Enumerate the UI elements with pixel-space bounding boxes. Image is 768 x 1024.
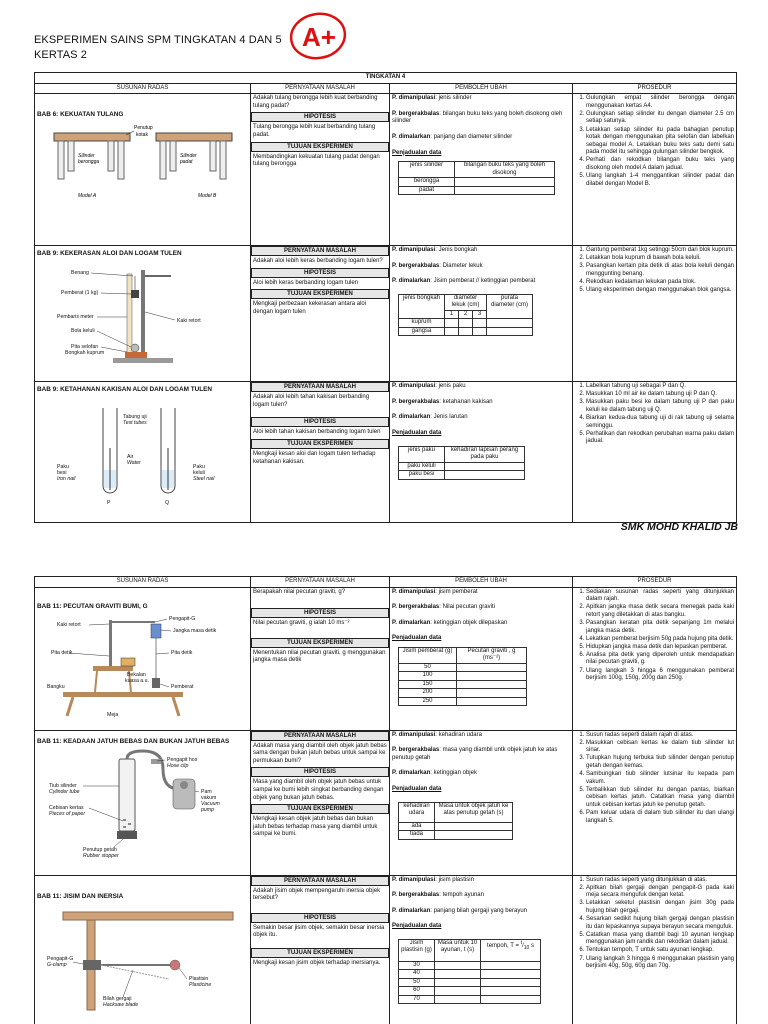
data-table-label: Penjadualan data [392, 785, 442, 792]
aim-text: Mengkaji kesan jisim objek terhadap inersianya. [253, 959, 381, 966]
problem-statement: Adakah aloi lebih tahan kakisan berbanding logam tulen? [253, 394, 370, 408]
experiment-title: BAB 11: JISIM DAN INERSIA [37, 892, 124, 900]
manipulated-var: : jenis paku [435, 383, 466, 390]
svg-text:Paku: Paku [56, 463, 69, 470]
svg-text:Tiub silinder: Tiub silinder [48, 783, 77, 790]
svg-text:Rubber stopper: Rubber stopper [82, 853, 119, 860]
svg-text:Air: Air [126, 453, 133, 460]
svg-text:Pita detik: Pita detik [170, 650, 192, 657]
constant-var: : panjang dan diameter silinder [430, 133, 513, 140]
svg-text:Bongkah kuprum: Bongkah kuprum [64, 349, 104, 356]
svg-text:Model A: Model A [77, 192, 96, 199]
procedure-list: 1. Susun radas seperti yang ditunjukkan di atas. 2. Apitkan bilah gergaji dengan pengapit-G pada kaki meja secara mengufuk dengan ketat. 3. Letakkan seketul plastisin dengan jisim 30g pada hujung bilah gergaji. 4. Sesarkan sedikit hujung bilah gergaji dengan plastisin itu dan lepaskannya supaya berayun secara mengufuk. 5. Catatkan masa yang diambil bagi 10 ayunan lengkap menggunakan jam randik dan rekodkan dalam jadual. 6. Tentukan tempoh, T untuk satu ayunan lengkap. 7. Ulang langkah 3 hingga 6 menggunakan plastisin yang berjisim 40g, 50g, 60g dan 70g. [575, 877, 734, 971]
data-table: Jisim plastisin (g) Masa untuk 10 ayunan, t (s) tempoh, $T = ^t/_{10}$ s 30 40 50 60 70 [398, 939, 541, 1005]
svg-text:Silinder: Silinder [77, 152, 95, 159]
responding-var: : masa yang diambil untk objek jatuh ke atas penutup getah [392, 747, 558, 761]
svg-text:Bekalan: Bekalan [126, 672, 146, 679]
manipulated-var: : jisim pemberat [435, 588, 478, 595]
col-prosedur: PROSEDUR [573, 83, 737, 94]
svg-text:Silinder: Silinder [179, 152, 197, 159]
alloy-hardness-diagram [43, 262, 243, 370]
svg-text:Paku: Paku [192, 463, 205, 470]
constant-var: : Jisim pemberat // ketinggian pemberat [430, 278, 536, 285]
svg-text:G-clamp: G-clamp [46, 962, 67, 969]
aim-text: Mengkaji kesan aloi dan logam tulen terhadap ketahanan kakisan. [253, 450, 376, 465]
aim-heading: TUJUAN EKSPERIMEN [251, 638, 389, 648]
experiment-title: BAB 9: KEKERASAN ALOI DAN LOGAM TULEN [37, 250, 182, 258]
svg-text:Steel nail: Steel nail [192, 475, 214, 482]
svg-text:Q: Q [164, 499, 169, 506]
svg-text:padat: padat [179, 158, 193, 165]
responding-var: : Nilai pecutan graviti [439, 604, 495, 611]
hypothesis-text: Nilai pecutan graviti, g ialah 10 ms⁻² [253, 620, 350, 627]
hypothesis-heading: HIPOTESIS [251, 767, 389, 777]
hypothesis-text: Semakin besar jisim objek, semakin besar inersia objek itu. [253, 924, 385, 939]
experiment-row-alloy-hardness: BAB 9: KEKERASAN ALOI DAN LOGAM TULEN Benang Pemberat (1 kg) Pembaris meter Kaki retort Bola keluli Pita selofan Bongkah kuprum PERNYATAAN MASALAH Adakah aloi lebih keras berbanding logam tulen? HIPOTESIS Aloi lebih keras berbanding logam tulen TUJUAN EKSPERIMEN Mengkaji perbezaan kekerasan antara aloi dengan logam tulen P. dimanipulasi: Jenis bongkah P. bergerakbalas: Diameter lekuk P. dimalarkan: Jisim pemberat // ketinggian pemberat jenis bongkah diameter lekuk (cm) purata diameter (cm) 1 2 3 kuprum gangsa 1. Gantung pemberat 1kg setinggi 50cm dari blok kuprum. 2. Letakkan bola kuprum di bawah bola keluli. 3. Pasangkan kertain pita detik di atas bola keluli dengan menggunting benang. 4. Rekodkan kedalaman lekukan pada blok. 5. Ulang eksperimen dengan menggunakan blok gangsa. [35, 246, 737, 382]
data-table: Jisim pemberat (g) Pecutan graviti , g (ms⁻²) 50 100 150 200 250 [398, 647, 527, 707]
logo-text: A+ [302, 22, 336, 52]
procedure-list: 1. Gulungkan empat silinder berongga dengan menggunakan kertas A4. 2. Gulungkan setiap silinder itu dengan diameter 2.5 cm setiap satunya. 3. Letakkan setiap silinder itu pada bahagian penutup kotak dengan menggunakan pita selofan dan labelkan sebagai model A. Letakkan buku teks satu demi satu pada model itu sehingga gulungan silinder bengkok. 4. Perhati dan rekodkan bilangan buku teks yang disokong oleh model A dalam jadual. 5. Ulang langkah 1-4 menggantikan silinder padat dan dilabel dengan Model B. [575, 95, 734, 188]
svg-text:Kaki retort: Kaki retort [56, 622, 81, 629]
hypothesis-text: Aloi lebih tahan kakisan berbanding logam tulen [253, 429, 381, 436]
problem-heading: PERNYATAAN MASALAH [251, 876, 389, 886]
svg-text:Vacuum: Vacuum [200, 801, 220, 808]
data-table-label: Penjadualan data [392, 149, 442, 156]
responding-var: : bilangan buku teks yang boleh disokong oleh silinder [392, 110, 563, 125]
header-subtitle: KERTAS 2 [34, 49, 87, 61]
data-table-label: Penjadualan data [392, 635, 442, 642]
responding-var: : Diameter lekuk [439, 262, 483, 269]
svg-text:Cylinder tube: Cylinder tube [48, 789, 80, 796]
aim-heading: TUJUAN EKSPERIMEN [251, 804, 389, 814]
hypothesis-heading: HIPOTESIS [251, 112, 389, 122]
school-name: SMK MOHD KHALID JB [620, 521, 738, 533]
manipulated-var: : Jenis bongkah [435, 247, 478, 254]
svg-text:Benang: Benang [70, 269, 89, 276]
svg-text:Penutup: Penutup [133, 124, 153, 131]
experiment-row-corrosion: BAB 9: KETAHANAN KAKISAN ALOI DAN LOGAM TULEN Tabung uji Test tubes Air Water Paku besi Iron nail Paku keluli Steel nail P Q PERNYATAAN MASALAH Adakah aloi lebih tahan kakisan berbanding logam tulen? HIPOTESIS Aloi lebih tahan kakisan berbanding logam tulen TUJUAN EKSPERIMEN Mengkaji kesan aloi dan logam tulen terhadap ketahanan kakisan. P. dimanipulasi: jenis paku P. bergerakbalas: ketahanan kakisan P. dimalarkan: Jenis larutan Penjadualan data jenis paku kehadiran lapisan perang pada paku paku keluli paku besi 1. Labelkan tabung uji sebagai P dan Q. 2. Masukkan 10 ml air ke dalam tabung uji P dan Q. 3. Masukkan paku besi ke dalam tabung uji P dan paku keluli ke dalam tabung uji Q. 4. Biarkan kedua-dua tabung uji di rak tabung uji selama seminggu. 5. Perhatikan dan rekodkan perubahan warna paku dalam jadual. [35, 382, 737, 523]
procedure-list: 1. Labelkan tabung uji sebagai P dan Q. 2. Masukkan 10 ml air ke dalam tabung uji P dan Q. 3. Masukkan paku besi ke dalam tabung uji P dan paku keluli ke dalam tabung uji Q. 4. Biarkan kedua-dua tabung uji di rak tabung uji selama seminggu. 5. Perhatikan dan rekodkan perubahan warna paku dalam jadual. [575, 383, 734, 446]
hypothesis-text: Masa yang diambil oleh objek jatuh bebas untuk sampai ke bumi lebih singkat berbanding dengan objek yang bukan jatuh bebas. [253, 779, 384, 801]
data-table-label: Penjadualan data [392, 429, 442, 436]
svg-text:kuasa a.u.: kuasa a.u. [124, 678, 149, 685]
responding-var: : tempoh ayunan [439, 892, 484, 899]
col-pernyataan-masalah: PERNYATAAN MASALAH [251, 577, 390, 588]
problem-statement: Adakah tulang berongga lebih kuat berbanding tulang padat? [253, 95, 378, 109]
svg-text:Kaki retort: Kaki retort [176, 317, 201, 324]
experiment-table-2 [34, 576, 737, 1024]
problem-heading: PERNYATAAN MASALAH [251, 382, 389, 392]
experiment-row-bone-strength: BAB 6: KEKUATAN TULANG Penutup kotak Silinder berongga Silinder padat Model A Model B Adakah tulang berongga lebih kuat berbanding tulang padat? HIPOTESIS Tulang berongga lebih kuat berbanding tulang padat. TUJUAN EKSPERIMEN Membandingkan kekuatan tulang padat dengan tulang berongga P. dimanipulasi: jenis silinder P. bergerakbalas: bilangan buku teks yang boleh disokong oleh silinder P. dimalarkan: panjang dan diameter silinder Penjadualan data jenis silinder bilangan buku teks yang boleh disokong berongga padat 1. Gulungkan empat silinder berongga dengan menggunakan kertas A4. 2. Gulungkan setiap silinder itu dengan diameter 2.5 cm setiap satunya. 3. Letakkan setiap silinder itu pada bahagian penutup kotak dengan menggunakan pita selofan dan labelkan sebagai model A. Letakkan buku teks satu demi satu pada model itu sehingga gulungan silinder bengkok. 4. Perhati dan rekodkan bilangan buku teks yang disokong oleh model A dalam jadual. 5. Ulang langkah 1-4 menggantikan silinder padat dan dilabel dengan Model B. [35, 94, 737, 246]
svg-text:Pembaris meter: Pembaris meter [56, 313, 94, 320]
svg-text:Plasticine: Plasticine [188, 982, 211, 989]
svg-text:Pemberat: Pemberat [170, 684, 193, 691]
svg-text:keluli: keluli [192, 469, 205, 476]
svg-text:Water: Water [126, 459, 141, 466]
aim-text: Membandingkan kekuatan tulang padat dengan tulang berongga [253, 153, 380, 168]
hypothesis-heading: HIPOTESIS [251, 417, 389, 427]
svg-text:Model B: Model B [197, 192, 216, 199]
svg-text:Hacksaw blade: Hacksaw blade [102, 1002, 138, 1009]
experiment-table-1 [34, 72, 737, 523]
manipulated-var: : jenis silinder [435, 95, 472, 102]
procedure-list: 1. Gantung pemberat 1kg setinggi 50cm dari blok kuprum. 2. Letakkan bola kuprum di bawah bola keluli. 3. Pasangkan kertain pita detik di atas bola keluli dengan menggunting benang. 4. Rekodkan kedalaman lekukan pada blok. 5. Ulang eksperimen dengan menggunakan blok gangsa. [575, 247, 734, 295]
svg-text:Bangku: Bangku [46, 684, 65, 691]
svg-text:Meja: Meja [106, 712, 118, 719]
experiment-row-free-fall: BAB 11: KEADAAN JATUH BEBAS DAN BUKAN JATUH BEBAS Tiub silinder Cylinder tube Cebisan kertas Pieces of paper Pengapit hos Hose clip Pam vakum Vacuum pump Penutup getah Rubber stopper PERNYATAAN MASALAH Adakah masa yang diambil oleh objek jatuh bebas sama dengan bukan jatuh bebas untuk sampai ke permukaan bumi? HIPOTESIS Masa yang diambil oleh objek jatuh bebas untuk sampai ke bumi lebih singkat berbanding dengan objek yang bukan jatuh bebas. TUJUAN EKSPERIMEN Mengkaji kesan objek jatuh bebas dan bukan jatuh bebas terhadap masa yang diambil untuk sampai ke bumi. P. dimanipulasi: kehadiran udara P. bergerakbalas: masa yang diambil untk objek jatuh ke atas penutup getah P. dimalarkan: ketinggian objek Penjadualan data kehadiran udara Masa untuk objek jatuh ke atas penutup getah (s) ada tiada 1. Susun radas seperti dalam rajah di atas. 2. Masukkan cebisan kertas ke dalam tiub silinder lut sinar. 3. Tutupkan hujung terbuka tiub silinder dengan penutup getah dengan kemas. 4. Sambungkan tiub silinder lutsinar itu kepada pam vakum. 5. Terbalikkan tiub silinder itu dengan pantas, biarkan cebisan kertas jatuh. Catatkan masa yang diambil untuk cebisan kertas jatuh ke penutup getah. 6. Pam keluar udara di dalam tiub silinder itu dan ulangi langkah 5. [35, 730, 737, 875]
svg-text:Bilah gergaji: Bilah gergaji [102, 996, 132, 1003]
manipulated-var: : kehadiran udara [435, 731, 482, 738]
svg-text:Pengapit-G: Pengapit-G [46, 956, 73, 963]
svg-text:Hose clip: Hose clip [166, 763, 188, 770]
procedure-list: 1. Susun radas seperti dalam rajah di atas. 2. Masukkan cebisan kertas ke dalam tiub silinder lut sinar. 3. Tutupkan hujung terbuka tiub silinder dengan penutup getah dengan kemas. 4. Sambungkan tiub silinder lutsinar itu kepada pam vakum. 5. Terbalikkan tiub silinder itu dengan pantas, biarkan cebisan kertas jatuh. Catatkan masa yang diambil untuk cebisan kertas jatuh ke penutup getah. 6. Pam keluar udara di dalam tiub silinder itu dan ulangi langkah 5. [575, 732, 734, 826]
col-pernyataan-masalah: PERNYATAAN MASALAH [251, 83, 390, 94]
svg-text:Pengapit-G: Pengapit-G [168, 616, 195, 623]
hypothesis-text: Aloi lebih keras berbanding logam tulen [253, 279, 359, 286]
hypothesis-heading: HIPOTESIS [251, 913, 389, 923]
hypothesis-text: Tulang berongga lebih kuat berbanding tulang padat. [253, 124, 376, 138]
col-susunan-radas: SUSUNAN RADAS [35, 577, 251, 588]
problem-statement: Adakah aloi lebih keras berbanding logam tulen? [253, 258, 383, 265]
data-table: jenis bongkah diameter lekuk (cm) purata diameter (cm) 1 2 3 kuprum gangsa [398, 294, 533, 337]
aim-heading: TUJUAN EKSPERIMEN [251, 142, 389, 152]
hypothesis-heading: HIPOTESIS [251, 608, 389, 618]
data-table-label: Penjadualan data [392, 923, 442, 930]
svg-text:P: P [106, 499, 110, 506]
constant-var: : Jenis larutan [430, 414, 468, 421]
svg-text:vakum: vakum [200, 795, 216, 802]
aim-heading: TUJUAN EKSPERIMEN [251, 289, 389, 299]
constant-var: : panjang bilah gergaji yang berayun [430, 907, 527, 914]
inertia-diagram [43, 904, 243, 1014]
data-table: kehadiran udara Masa untuk objek jatuh ke atas penutup getah (s) ada tiada [398, 802, 513, 840]
svg-text:Plastisin: Plastisin [188, 976, 208, 983]
svg-text:berongga: berongga [77, 158, 99, 165]
svg-text:besi: besi [56, 469, 67, 476]
svg-text:Bola keluli: Bola keluli [70, 327, 95, 334]
corrosion-diagram [43, 398, 243, 508]
level-label: TINGKATAN 4 [35, 73, 737, 84]
svg-text:Pita selofan: Pita selofan [70, 343, 98, 350]
svg-text:Pieces of paper: Pieces of paper [48, 811, 85, 818]
problem-statement: Adakah masa yang diambil oleh objek jatuh bebas sama dengan bukan jatuh bebas untuk sampai ke permukaan bumi? [253, 742, 387, 764]
svg-text:Pam: Pam [200, 789, 212, 796]
svg-text:Pemberat (1 kg): Pemberat (1 kg) [60, 289, 98, 296]
responding-var: : ketahanan kakisan [439, 398, 493, 405]
gravity-diagram [43, 614, 243, 718]
svg-text:kotak: kotak [135, 131, 148, 138]
experiment-row-inertia: BAB 11: JISIM DAN INERSIA Pengapit-G G-clamp Plastisin Plasticine Bilah gergaji Hacksaw blade PERNYATAAN MASALAH Adakah jisim objek mempengaruhi inersia objek tersebut? HIPOTESIS Semakin besar jisim objek, semakin besar inersia objek itu. TUJUAN EKSPERIMEN Mengkaji kesan jisim objek terhadap inersianya. P. dimanipulasi: jisim plastisin P. bergerakbalas: tempoh ayunan P. dimalarkan: panjang bilah gergaji yang berayun Penjadualan data Jisim plastisin (g) Masa untuk 10 ayunan, t (s) tempoh, $T = ^t/_{10}$ s 30 40 50 60 70 1. Susun radas seperti yang ditunjukkan di atas. 2. Apitkan bilah gergaji dengan pengapit-G pada kaki meja secara mengufuk dengan ketat. 3. Letakkan seketul plastisin dengan jisim 30g pada hujung bilah gergaji. 4. Sesarkan sedikit hujung bilah gergaji dengan plastisin itu dan lepaskannya supaya berayun secara mengufuk. 5. Catatkan masa yang diambil bagi 10 ayunan lengkap menggunakan jam randik dan rekodkan dalam jadual. 6. Tentukan tempoh, T untuk satu ayunan lengkap. 7. Ulang langkah 3 hingga 6 menggunakan plastisin yang berjisim 40g, 50g, 60g dan 70g. [35, 875, 737, 1024]
aim-text: Mengkaji perbezaan kekerasan antara aloi dengan logam tulen [253, 301, 367, 315]
col-prosedur: PROSEDUR [573, 577, 737, 588]
data-table: jenis silinder bilangan buku teks yang boleh disokong berongga padat [398, 161, 555, 195]
svg-text:Tabung uji: Tabung uji [122, 413, 147, 420]
col-pemboleh-ubah: PEMBOLEH UBAH [390, 83, 573, 94]
header-title: EKSPERIMEN SAINS SPM TINGKATAN 4 DAN 5 [34, 34, 282, 46]
constant-var: : ketinggian objek dilepaskan [430, 619, 508, 626]
svg-text:Iron nail: Iron nail [56, 475, 75, 482]
problem-heading: PERNYATAAN MASALAH [251, 731, 389, 741]
problem-statement: Adakah jisim objek mempengaruhi inersia objek tersebut? [253, 887, 381, 902]
aim-text: Mengkaji kesan objek jatuh bebas dan bukan jatuh bebas terhadap masa yang diambil untuk sampai ke bumi. [253, 816, 378, 838]
svg-text:Pengapit hos: Pengapit hos [166, 757, 197, 764]
col-susunan-radas: SUSUNAN RADAS [35, 83, 251, 94]
svg-text:Penutup getah: Penutup getah [82, 847, 117, 854]
constant-var: : ketinggian objek [430, 770, 477, 777]
aim-heading: TUJUAN EKSPERIMEN [251, 948, 389, 958]
hypothesis-heading: HIPOTESIS [251, 268, 389, 278]
free-fall-diagram [43, 749, 243, 861]
experiment-row-gravity: BAB 11: PECUTAN GRAVITI BUMI, G Kaki retort Pengapit-G Jangka masa detik Pita detik Pita detik Bekalan kuasa a.u. Bangku Pemberat Meja Berapakah nilai pecutan graviti, g? HIPOTESIS Nilai pecutan graviti, g ialah 10 ms⁻² TUJUAN EKSPERIMEN Menentukan nilai pecutan graviti, g menggunakan jangka masa detik P. dimanipulasi: jisim pemberat P. bergerakbalas: Nilai pecutan graviti P. dimalarkan: ketinggian objek dilepaskan Penjadualan data Jisim pemberat (g) Pecutan graviti , g (ms⁻²) 50 100 150 200 250 1. Sediakan susunan radas seperti yang ditunjukkan dalam rajah. 2. Apitkan jangka masa detik secara menegak pada kaki retort yang diletakkan di atas bangku. 3. Pasangkan keratan pita detik sepanjang 1m melalui jangka masa detik. 4. Lekatkan pemberat berjisim 50g pada hujung pita detik. 5. Hidupkan jangka masa detik dan lepaskan pemberat. 6. Analisa pita detik yang diperoleh untuk mendapatkan nilai pecutan graviti, g. 7. Ulang langkah 3 hingga 6 menggunakan pemberat berjisim 100g, 150g, 200g dan 250g. [35, 587, 737, 730]
manipulated-var: : jisim plastisin [435, 876, 474, 883]
experiment-title: BAB 9: KETAHANAN KAKISAN ALOI DAN LOGAM TULEN [37, 386, 213, 394]
experiment-title: BAB 11: PECUTAN GRAVITI BUMI, G [37, 602, 148, 610]
document-header [34, 33, 282, 63]
a-plus-logo [288, 10, 352, 62]
svg-text:Test tubes: Test tubes [122, 419, 147, 426]
experiment-title: BAB 6: KEKUATAN TULANG [37, 111, 124, 119]
bone-strength-diagram [48, 123, 238, 205]
svg-text:Pita detik: Pita detik [50, 650, 72, 657]
svg-text:Jangka masa detik: Jangka masa detik [172, 628, 216, 635]
col-pemboleh-ubah: PEMBOLEH UBAH [390, 577, 573, 588]
aim-text: Menentukan nilai pecutan graviti, g menggunakan jangka masa detik [253, 649, 386, 664]
problem-statement: Berapakah nilai pecutan graviti, g? [253, 588, 346, 595]
procedure-list: 1. Sediakan susunan radas seperti yang ditunjukkan dalam rajah. 2. Apitkan jangka masa detik secara menegak pada kaki retort yang diletakkan di atas bangku. 3. Pasangkan keratan pita detik sepanjang 1m melalui jangka masa detik. 4. Lekatkan pemberat berjisim 50g pada hujung pita detik. 5. Hidupkan jangka masa detik dan lepaskan pemberat. 6. Analisa pita detik yang diperoleh untuk mendapatkan nilai pecutan graviti, g. 7. Ulang langkah 3 hingga 6 menggunakan pemberat berjisim 100g, 150g, 200g dan 250g. [575, 589, 734, 683]
problem-heading: PERNYATAAN MASALAH [251, 246, 389, 256]
svg-text:pump: pump [200, 807, 214, 814]
svg-text:Cebisan kertas: Cebisan kertas [48, 805, 84, 812]
experiment-title: BAB 11: KEADAAN JATUH BEBAS DAN BUKAN JATUH BEBAS [37, 737, 230, 745]
data-table: jenis paku kehadiran lapisan perang pada paku paku keluli paku besi [398, 446, 525, 480]
aim-heading: TUJUAN EKSPERIMEN [251, 439, 389, 449]
